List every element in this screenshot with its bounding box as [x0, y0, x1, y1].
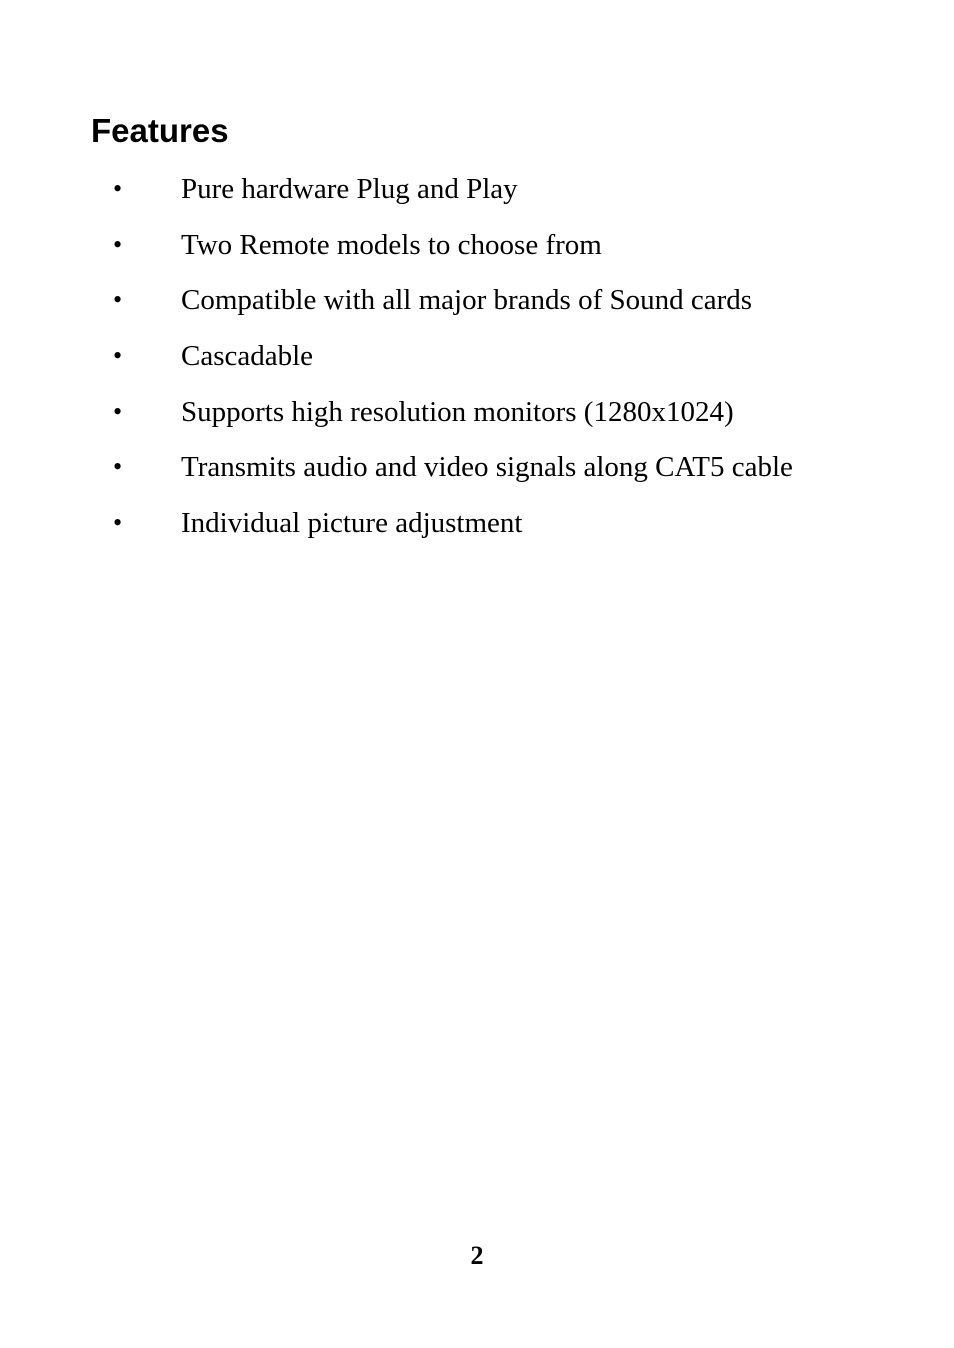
- bullet-icon: •: [113, 396, 123, 426]
- list-item: [0, 279, 954, 335]
- bullet-icon: •: [113, 341, 123, 371]
- list-item: [0, 502, 954, 558]
- list-item: [0, 224, 954, 280]
- bullet-icon: •: [113, 285, 123, 315]
- feature-text: Transmits audio and video signals along CAT5 cable: [181, 451, 793, 484]
- list-item: [0, 446, 954, 502]
- feature-text: Individual picture adjustment: [181, 507, 523, 540]
- list-item: [0, 391, 954, 447]
- page-number: 2: [470, 1241, 484, 1270]
- feature-text: Cascadable: [181, 340, 314, 373]
- feature-list: [0, 168, 954, 558]
- feature-text: Two Remote models to choose from: [181, 228, 602, 261]
- bullet-icon: •: [113, 452, 123, 482]
- section-title: Features: [91, 112, 229, 149]
- feature-text: Compatible with all major brands of Sound cards: [181, 284, 753, 317]
- list-item: [0, 335, 954, 391]
- bullet-icon: •: [113, 229, 123, 259]
- feature-text: Supports high resolution monitors (1280x1024): [181, 395, 734, 428]
- bullet-icon: •: [113, 174, 123, 203]
- feature-text: Pure hardware Plug and Play: [181, 173, 518, 205]
- bullet-icon: •: [113, 508, 123, 538]
- list-item: [0, 168, 954, 224]
